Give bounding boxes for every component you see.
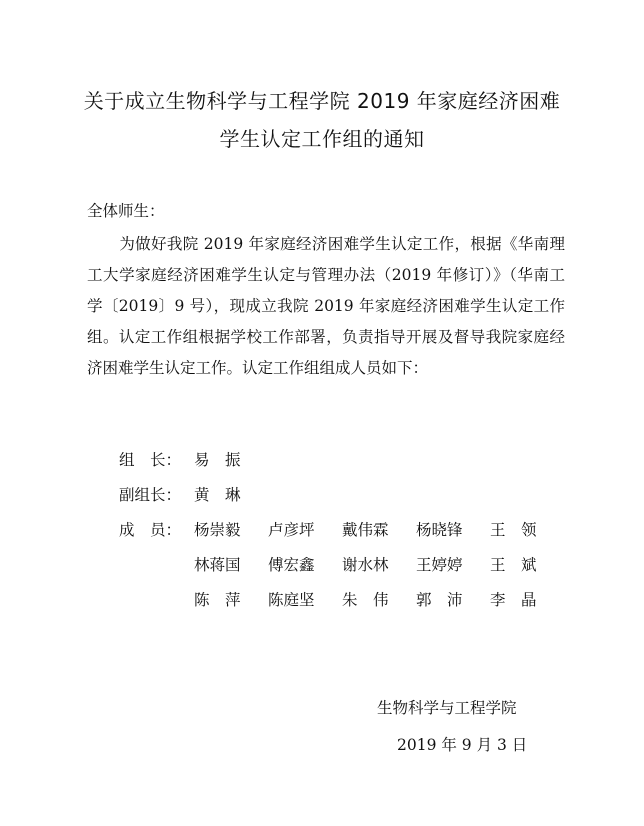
member-names-row-3 xyxy=(194,585,564,620)
leader-name: 易 振 xyxy=(194,451,241,469)
roster xyxy=(119,445,564,620)
body-paragraph-text: 为做好我院 2019 年家庭经济困难学生认定工作，根据《华南理工大学家庭经济困难学生认定与管理办法（2019 年修订）》（华南工学〔2019〕9 号），现成立我院 2019 年家庭经济困难学生认定工作组。认定工作组根据学校工作部署，负责指导开展及督导我院家庭经济困难学生认定工作。认定工作组组成人员如下： xyxy=(87,235,565,377)
member-name: 傅宏鑫 xyxy=(268,556,315,574)
role-label-leader: 组 长： xyxy=(119,451,182,469)
member-name: 王 斌 xyxy=(490,556,537,574)
member-names-row-1 xyxy=(194,515,564,550)
member-name: 杨晓锋 xyxy=(416,521,463,539)
role-label-deputy: 副组长： xyxy=(119,486,182,504)
deputy-name: 黄 琳 xyxy=(194,486,241,504)
member-names-row-2 xyxy=(194,550,564,585)
roster-row-deputy xyxy=(119,480,564,515)
roster-row-members-1 xyxy=(119,515,564,550)
member-name: 林蒋国 xyxy=(194,556,241,574)
body-paragraph xyxy=(87,229,565,384)
role-label-members: 成 员： xyxy=(119,521,182,539)
member-name: 郭 沛 xyxy=(416,591,463,609)
signature-organization: 生物科学与工程学院 xyxy=(377,699,517,717)
member-name: 谢水林 xyxy=(342,556,389,574)
signature-date: 2019 年 9 月 3 日 xyxy=(397,736,528,754)
roster-row-members-2 xyxy=(119,550,564,585)
member-name: 陈 萍 xyxy=(194,591,241,609)
notice-title-line-2: 学生认定工作组的通知 xyxy=(219,127,425,151)
member-name: 卢彦坪 xyxy=(268,521,315,539)
salutation: 全体师生： xyxy=(87,202,165,220)
member-name: 王婷婷 xyxy=(416,556,463,574)
roster-row-members-3 xyxy=(119,585,564,620)
member-name: 李 晶 xyxy=(490,591,537,609)
roster-row-leader xyxy=(119,445,564,480)
member-name: 戴伟霖 xyxy=(342,521,389,539)
notice-title-line-1: 关于成立生物科学与工程学院 2019 年家庭经济困难 xyxy=(83,89,561,113)
member-name: 王 领 xyxy=(490,521,537,539)
member-name: 陈庭坚 xyxy=(268,591,315,609)
member-name: 杨崇毅 xyxy=(194,521,241,539)
member-name: 朱 伟 xyxy=(342,591,389,609)
